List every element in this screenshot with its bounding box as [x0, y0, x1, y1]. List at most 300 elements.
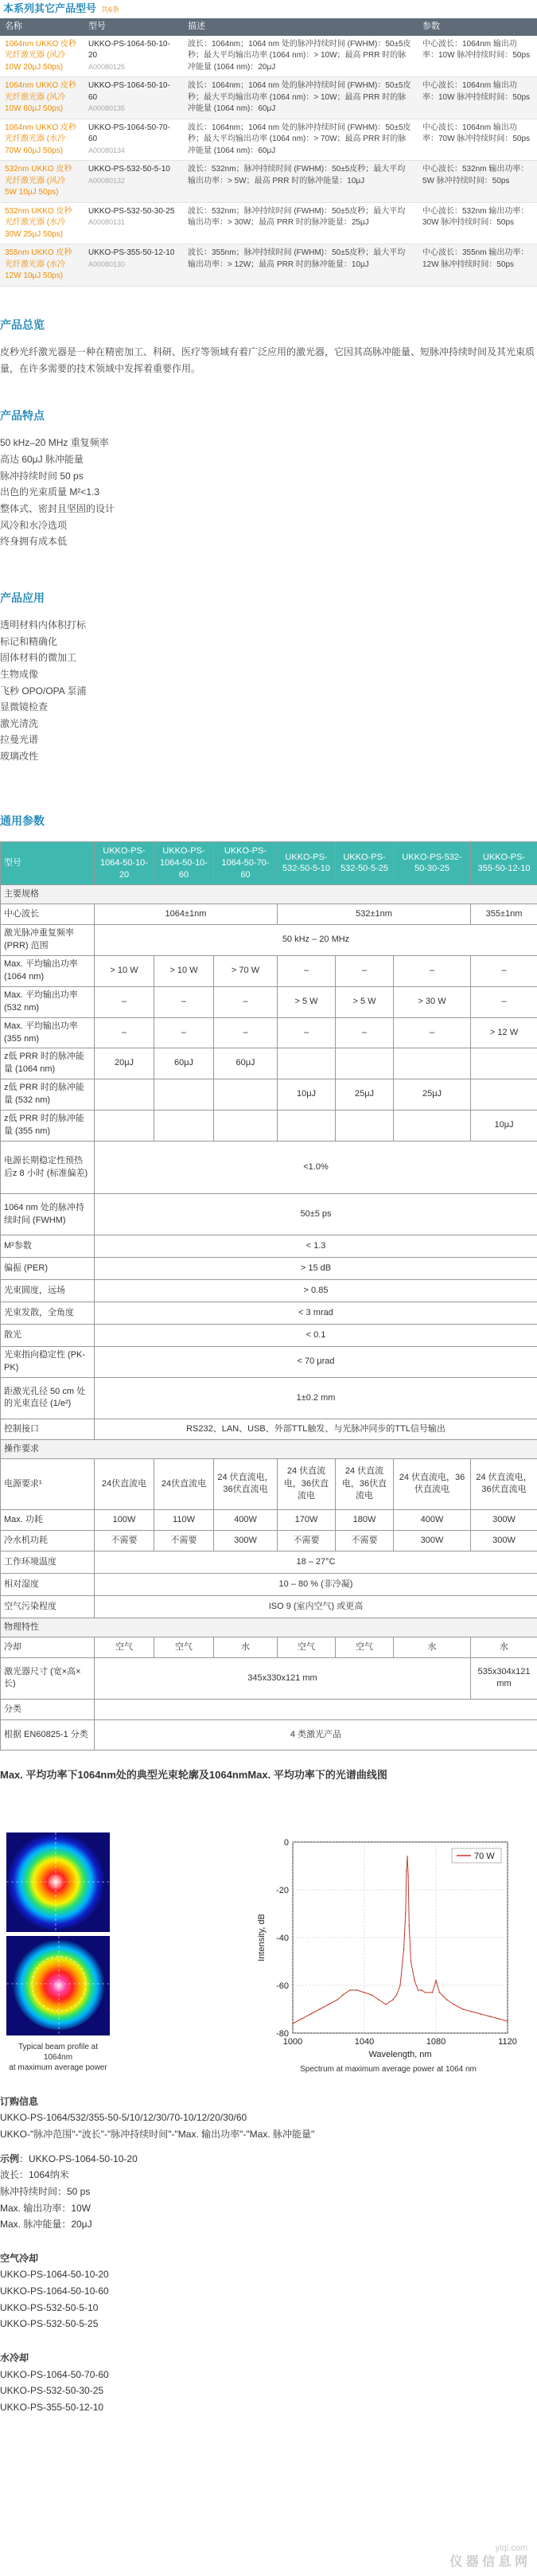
model-code-cell: [84, 202, 183, 244]
param-value: 60μJ: [214, 1048, 278, 1079]
param-value: 60μJ: [154, 1048, 214, 1079]
params-row: [1, 924, 537, 955]
model-description: 波长：1064nm；1064 nm 处的脉冲持续时间 (FWHM)：50±5皮秒；最大平均输出功率 (1064 nm)：> 10W；最高 PRR 时的脉冲能量 (1064 nm)：20μJ: [183, 36, 418, 77]
x-tick-label: 1000: [282, 2036, 303, 2047]
spectrum-point: [405, 1913, 407, 1914]
model-name-link[interactable]: 1064nm UKKO 皮秒光纤激光器 (水冷 70W 60μJ 50ps): [0, 119, 84, 161]
param-value: [394, 1048, 471, 1079]
param-label: 中心波长: [1, 904, 95, 924]
beam-profile: [6, 1832, 110, 2073]
param-value: 300W: [471, 1509, 537, 1530]
spectrum-point: [453, 2004, 455, 2005]
params-row: [1, 1110, 537, 1142]
params-row: [1, 1551, 537, 1573]
ordering-section: [0, 2071, 537, 2416]
params-row: [1, 1017, 537, 1048]
param-value: > 15 dB: [95, 1258, 537, 1280]
param-value: 24 伏直流电，36伏直流电: [278, 1458, 336, 1509]
params-row: [1, 884, 537, 904]
params-row: [1, 1048, 537, 1079]
example-details: [0, 2167, 537, 2233]
param-value: [95, 1079, 154, 1110]
spectrum-point: [337, 1999, 338, 2000]
param-value: 180W: [336, 1509, 394, 1530]
example-line: [0, 2151, 537, 2168]
param-value: [471, 1048, 537, 1079]
application-item: 拉曼光谱: [0, 734, 39, 746]
models-col-code: 型号: [84, 18, 183, 36]
example-code: ：UKKO-PS-1064-50-10-20: [19, 2153, 138, 2164]
example-title: 示例: [0, 2153, 20, 2164]
application-item: 固体材料的微加工: [0, 652, 77, 664]
model-params: 中心波长：1064nm 输出功率：70W 脉冲持续时间：50ps: [418, 119, 537, 161]
ordering-title: 订购信息: [0, 2095, 39, 2107]
applications-list: [0, 617, 537, 765]
param-value: –: [394, 955, 471, 986]
params-row: [1, 1194, 537, 1235]
param-label: 控制接口: [1, 1419, 95, 1439]
application-item: 透明材料内体积打标: [0, 619, 87, 631]
params-row: [1, 955, 537, 986]
param-label: 光束圆度，远场: [1, 1280, 95, 1302]
params-row: [1, 1439, 537, 1458]
param-value: 1±0.2 mm: [95, 1377, 537, 1419]
param-value: –: [471, 955, 537, 986]
model-row: [0, 161, 537, 203]
y-axis-label: Intensity, dB: [257, 1913, 267, 1961]
models-section-title: 本系列其它产品型号: [3, 2, 97, 14]
model-sub-id: A00080132: [88, 176, 126, 185]
params-row: [1, 1530, 537, 1551]
ordering-code-legend: UKKO-"脉冲范围"-"波长"-"脉冲持续时间"-"Max. 输出功率"-"Max. 脉冲能量": [0, 2129, 315, 2141]
model-row: [0, 202, 537, 244]
water-cooled-model: UKKO-PS-532-50-30-25: [0, 2385, 104, 2397]
param-label: 光束发散，全角度: [1, 1302, 95, 1325]
spectrum-point: [378, 1999, 379, 2000]
spectrum-point: [446, 1999, 448, 2000]
param-value: [154, 1110, 214, 1142]
spectrum-point: [371, 1994, 372, 1996]
spectrum-point: [435, 1980, 437, 1981]
param-value: 空气: [95, 1637, 154, 1657]
feature-item: 出色的光束质量 M²<1.3: [0, 486, 100, 498]
air-cooled-model: UKKO-PS-1064-50-10-20: [0, 2269, 109, 2281]
x-axis-label: Wavelength, nm: [368, 2049, 432, 2059]
param-value: [95, 1699, 537, 1719]
spectrum-point: [328, 2004, 329, 2005]
param-value: > 5 W: [278, 986, 336, 1017]
param-value: [214, 1079, 278, 1110]
feature-item: 脉冲持续时间 50 ps: [0, 470, 84, 482]
spectrum-point: [292, 2023, 294, 2024]
spectrum-point: [407, 1856, 408, 1857]
params-row: [1, 1302, 537, 1325]
model-code: UKKO-PS-532-50-5-10: [88, 165, 170, 174]
params-col-m2: UKKO-PS-1064-50-10-60: [154, 841, 214, 884]
y-tick-label: -60: [276, 1981, 289, 1991]
application-item: 生物成像: [0, 668, 39, 680]
water-cooling-title: 水冷却: [0, 2352, 29, 2363]
param-value: 4 类激光产品: [95, 1719, 537, 1750]
param-value: 300W: [471, 1530, 537, 1551]
applications-title: 产品应用: [0, 591, 45, 604]
model-sub-id: A00080130: [88, 260, 126, 268]
model-description: 波长：1064nm；1064 nm 处的脉冲持续时间 (FWHM)：50±5皮秒；最大平均输出功率 (1064 nm)：> 70W；最高 PRR 时的脉冲能量 (1064 nm)：60μJ: [183, 119, 418, 161]
param-value: –: [214, 1017, 278, 1048]
spectrum-point: [418, 1989, 419, 1991]
param-label: 距激光孔径 50 cm 处的光束直径 (1/e²): [1, 1377, 95, 1419]
params-row: [1, 1509, 537, 1530]
spectrum-point: [421, 1989, 422, 1991]
param-value: 300W: [214, 1530, 278, 1551]
model-code-cell: [84, 244, 183, 287]
params-col-m7: UKKO-PS-355-50-12-10: [471, 841, 537, 884]
params-row: [1, 1595, 537, 1618]
param-value: > 30 W: [394, 986, 471, 1017]
water-cooled-model: UKKO-PS-1064-50-70-60: [0, 2368, 109, 2380]
spectrum-point: [439, 1992, 441, 1993]
params-group-header: 物理特性: [1, 1618, 537, 1637]
params-col-m3: UKKO-PS-1064-50-70-60: [214, 841, 278, 884]
param-value: 水: [214, 1637, 278, 1657]
model-code-cell: [84, 77, 183, 119]
watermark-text: 仪 器 信 息 网: [449, 2555, 527, 2569]
param-value: > 10 W: [154, 955, 214, 986]
params-row: [1, 1347, 537, 1378]
param-value: [336, 1048, 394, 1079]
example-detail: 脉冲持续时间：50 ps: [0, 2185, 91, 2197]
param-label: Max. 平均输出功率 (532 nm): [1, 986, 95, 1017]
spectrum-point: [356, 1989, 358, 1991]
param-label: 激光脉冲重复频率 (PRR) 范围: [1, 924, 95, 955]
ordering-code-pattern: UKKO-PS-1064/532/355-50-5/10/12/30/70-10/12/20/30/60: [0, 2112, 247, 2124]
model-params: 中心波长：1064nm 输出功率：10W 脉冲持续时间：50ps: [418, 77, 537, 119]
application-item: 玻璃改性: [0, 751, 39, 763]
model-name-link[interactable]: 1064nm UKKO 皮秒光纤激光器 (风冷 10W 60μJ 50ps): [0, 77, 84, 119]
param-label: 工作环境温度: [1, 1551, 95, 1573]
spectrum-point: [310, 2013, 312, 2015]
param-value: 535x304x121 mm: [471, 1657, 537, 1699]
model-name-link[interactable]: 1064nm UKKO 皮秒光纤激光器 (风冷 10W 20μJ 50ps): [0, 36, 84, 77]
param-value: [278, 1048, 336, 1079]
params-col-m6: UKKO-PS-532-50-30-25: [394, 841, 471, 884]
params-group-header: 操作要求: [1, 1439, 537, 1458]
application-item: 激光清洗: [0, 717, 39, 729]
feature-item: 风冷和水冷选项: [0, 519, 68, 531]
param-value: 24 伏直流电，36伏直流电: [394, 1458, 471, 1509]
model-sub-id: A00080131: [88, 218, 126, 227]
models-col-param: 参数: [418, 18, 537, 36]
param-value: 不需要: [336, 1530, 394, 1551]
param-label: 激光器尺寸 (宽×高×长): [1, 1657, 95, 1699]
param-value: 355±1nm: [471, 904, 537, 924]
spectrum-point: [342, 1994, 344, 1996]
param-value: 10 – 80 % (非冷凝): [95, 1573, 537, 1595]
model-sub-id: A00080135: [88, 104, 126, 113]
spectrum-point: [425, 1992, 426, 1993]
model-name-link[interactable]: 532nm UKKO 皮秒光纤激光器 (风冷 5W 10μJ 50ps): [0, 161, 84, 203]
model-code: UKKO-PS-532-50-30-25: [88, 206, 175, 216]
param-value: 170W: [278, 1509, 336, 1530]
model-code-cell: [84, 119, 183, 161]
param-value: 10μJ: [471, 1110, 537, 1142]
figure-title: Max. 平均功率下1064nm处的典型光束轮廓及1064nmMax. 平均功率下的光谱曲线图: [0, 1768, 387, 1781]
param-value: < 1.3: [95, 1235, 537, 1258]
x-tick-label: 1040: [354, 2036, 375, 2047]
y-tick-label: -80: [276, 2028, 289, 2039]
param-value: 110W: [154, 1509, 214, 1530]
spectrum-point: [507, 2020, 508, 2022]
param-label: Max. 平均输出功率 (355 nm): [1, 1017, 95, 1048]
model-description: 波长：1064nm；1064 nm 处的脉冲持续时间 (FWHM)：50±5皮秒；最大平均输出功率 (1064 nm)：> 10W；最高 PRR 时的脉冲能量 (1064 nm)：60μJ: [183, 77, 418, 119]
param-label: 空气污染程度: [1, 1595, 95, 1618]
params-row: [1, 1235, 537, 1258]
param-label: 电源要求¹: [1, 1458, 95, 1509]
params-row: [1, 1419, 537, 1439]
param-value: [278, 1110, 336, 1142]
applications-section: [0, 550, 537, 765]
param-value: 不需要: [154, 1530, 214, 1551]
param-value: 18 – 27°C: [95, 1551, 537, 1573]
param-label: 根据 EN60825-1 分类: [1, 1719, 95, 1750]
model-params: 中心波长：355nm 输出功率：12W 脉冲持续时间：50ps: [418, 244, 537, 287]
spectrum-point: [385, 2004, 387, 2005]
param-label: 相对湿度: [1, 1573, 95, 1595]
param-label: 散光: [1, 1325, 95, 1347]
application-item: 显微镜检查: [0, 701, 49, 713]
params-row: [1, 1142, 537, 1194]
air-cooling-list: [0, 2266, 537, 2332]
spectrum-point: [411, 1961, 412, 1962]
param-value: 24 伏直流电，36伏直流电: [471, 1458, 537, 1509]
model-row: [0, 119, 537, 161]
model-description: 波长：532nm；脉冲持续时间 (FWHM)：50±5皮秒；最大平均输出功率：> 5W；最高 PRR 时的脉冲能量：10μJ: [183, 161, 418, 203]
air-cooled-model: UKKO-PS-1064-50-10-60: [0, 2285, 109, 2297]
spectrum-caption: Spectrum at maximum average power at 1064 nm: [300, 2064, 477, 2074]
param-label: z低 PRR 时的脉冲能量 (355 nm): [1, 1110, 95, 1142]
param-value: 50±5 ps: [95, 1194, 537, 1235]
spectrum-point: [319, 2008, 321, 2010]
spectrum-point: [403, 1949, 405, 1950]
param-value: < 70 μrad: [95, 1347, 537, 1378]
models-count-note: 共6条: [101, 6, 120, 14]
param-value: 24伏直流电: [95, 1458, 154, 1509]
model-code-cell: [84, 161, 183, 203]
models-col-name: 名称: [0, 18, 84, 36]
params-col-model: 型号: [1, 841, 95, 884]
spectrum-point: [408, 1925, 410, 1926]
air-cooled-model: UKKO-PS-532-50-5-25: [0, 2318, 99, 2330]
param-value: < 3 mrad: [95, 1302, 537, 1325]
spectrum-point: [480, 2013, 481, 2015]
params-row: [1, 1657, 537, 1699]
param-value: [154, 1079, 214, 1110]
params-section: [0, 765, 537, 1751]
model-code: UKKO-PS-1064-50-70-60: [88, 123, 170, 144]
spectrum-point: [432, 1992, 434, 1993]
feature-item: 高达 60μJ 脉冲能量: [0, 454, 84, 465]
y-tick-label: -40: [276, 1933, 289, 1943]
param-value: 24伏直流电: [154, 1458, 214, 1509]
param-label: Max. 平均输出功率 (1064 nm): [1, 955, 95, 986]
model-code: UKKO-PS-355-50-12-10: [88, 248, 175, 258]
overview-title: 产品总览: [0, 318, 45, 331]
overview-text: 皮秒光纤激光器是一种在精密加工、科研、医疗等领域有着广泛应用的激光器，它因其高脉冲能量、短脉冲持续时间及其光束质量，在许多需要的技术领域中发挥着重要作用。: [0, 346, 535, 375]
model-params: 中心波长：532nm 输出功率：5W 脉冲持续时间：50ps: [418, 161, 537, 203]
param-value: 空气: [336, 1637, 394, 1657]
param-value: [394, 1110, 471, 1142]
param-value: > 70 W: [214, 955, 278, 986]
param-value: –: [278, 955, 336, 986]
spectrum-point: [462, 2008, 464, 2010]
beam-profile-image: [6, 1832, 110, 2035]
param-value: [471, 1079, 537, 1110]
feature-item: 终身拥有成本低: [0, 536, 68, 548]
param-value: ISO 9 (室内空气) 或更高: [95, 1595, 537, 1618]
param-value: > 0.85: [95, 1280, 537, 1302]
param-value: –: [471, 986, 537, 1017]
param-label: 偏振 (PER): [1, 1258, 95, 1280]
model-name-link[interactable]: 532nm UKKO 皮秒光纤激光器 (水冷 30W 25μJ 50ps): [0, 202, 84, 244]
model-code: UKKO-PS-1064-50-10-60: [88, 81, 170, 102]
model-row: [0, 77, 537, 119]
param-value: 400W: [394, 1509, 471, 1530]
model-params: 中心波长：1064nm 输出功率：10W 脉冲持续时间：50ps: [418, 36, 537, 77]
param-value: 20μJ: [95, 1048, 154, 1079]
param-label: z低 PRR 时的脉冲能量 (1064 nm): [1, 1048, 95, 1079]
param-value: 空气: [278, 1637, 336, 1657]
legend-label: 70 W: [474, 1851, 495, 1861]
spectrum-point: [399, 1985, 401, 1986]
param-value: 24 伏直流电，36伏直流电: [336, 1458, 394, 1509]
spectrum-point: [414, 1980, 415, 1981]
param-value: [214, 1110, 278, 1142]
param-value: –: [214, 986, 278, 1017]
param-value: 不需要: [278, 1530, 336, 1551]
params-row: [1, 1377, 537, 1419]
spectrum-point: [407, 1875, 409, 1876]
y-tick-label: -20: [276, 1885, 289, 1895]
param-label: M²参数: [1, 1235, 95, 1258]
model-sub-id: A00080125: [88, 62, 126, 71]
spectrum-chart: [253, 1832, 523, 2075]
example-detail: Max. 脉冲能量：20μJ: [0, 2219, 92, 2231]
param-label: Max. 功耗: [1, 1509, 95, 1530]
param-value: 345x330x121 mm: [95, 1657, 471, 1699]
param-value: –: [95, 1017, 154, 1048]
params-group-header: 主要规格: [1, 884, 537, 904]
spectrum-point: [406, 1870, 407, 1872]
features-list: [0, 435, 537, 549]
feature-item: 50 kHz–20 MHz 重复频率: [0, 437, 109, 449]
param-value: 24 伏直流电，36伏直流电: [214, 1458, 278, 1509]
models-table: [0, 18, 537, 287]
param-value: 400W: [214, 1509, 278, 1530]
model-name-link[interactable]: 355nm UKKO 皮秒光纤激光器 (水冷 12W 10μJ 50ps): [0, 244, 84, 287]
model-params: 中心波长：532nm 输出功率：30W 脉冲持续时间：50ps: [418, 202, 537, 244]
model-code-cell: [84, 36, 183, 77]
x-tick-label: 1080: [426, 2036, 446, 2047]
param-value: 100W: [95, 1509, 154, 1530]
example-detail: 波长：1064纳米: [0, 2169, 69, 2181]
param-value: <1.0%: [95, 1142, 537, 1194]
model-sub-id: A00080134: [88, 146, 126, 154]
water-cooling-list: [0, 2367, 537, 2416]
models-section-header: [0, 0, 537, 18]
beam-caption-line2: at maximum average power: [9, 2063, 107, 2072]
feature-item: 整体式、密封且坚固的设计: [0, 502, 115, 514]
param-value: –: [154, 1017, 214, 1048]
param-value: –: [278, 1017, 336, 1048]
y-tick-label: 0: [283, 1837, 289, 1848]
overview-section: [0, 287, 537, 377]
params-row: [1, 1573, 537, 1595]
params-row: [1, 1618, 537, 1637]
spectrum-point: [301, 2018, 302, 2020]
param-value: RS232、LAN、USB、外部TTL触发、与光脉冲同步的TTL信号输出: [95, 1419, 537, 1439]
features-title: 产品特点: [0, 409, 45, 423]
model-row: [0, 36, 537, 77]
spectrum-point: [471, 2011, 473, 2012]
beam-caption-line1: Typical beam profile at 1064nm: [18, 2042, 99, 2062]
model-description: 波长：355nm；脉冲持续时间 (FWHM)：50±5皮秒；最大平均输出功率：> 12W；最高 PRR 时的脉冲能量：10μJ: [183, 244, 418, 287]
spectrum-point: [364, 1992, 365, 1993]
model-description: 波长：532nm；脉冲持续时间 (FWHM)：50±5皮秒；最大平均输出功率：> 30W；最高 PRR 时的脉冲能量：25μJ: [183, 202, 418, 244]
param-value: > 10 W: [95, 955, 154, 986]
param-value: 25μJ: [336, 1079, 394, 1110]
model-row: [0, 244, 537, 287]
param-label: 分类: [1, 1699, 95, 1719]
water-cooled-model: UKKO-PS-355-50-12-10: [0, 2401, 104, 2413]
param-value: > 12 W: [471, 1017, 537, 1048]
spectrum-chart-svg: [253, 1832, 523, 2059]
spectrum-point: [396, 1994, 398, 1996]
param-label: 冷却: [1, 1637, 95, 1657]
param-value: 10μJ: [278, 1079, 336, 1110]
spectrum-point: [349, 1989, 351, 1991]
param-value: –: [336, 955, 394, 986]
params-title: 通用参数: [0, 814, 45, 827]
features-section: [0, 377, 537, 550]
params-col-m5: UKKO-PS-532-50-5-25: [336, 841, 394, 884]
param-value: 不需要: [95, 1530, 154, 1551]
param-value: 水: [394, 1637, 471, 1657]
param-label: 光束指向稳定性 (PK-PK): [1, 1347, 95, 1378]
x-tick-label: 1120: [498, 2036, 517, 2047]
param-value: 50 kHz – 20 MHz: [95, 924, 537, 955]
params-table: [0, 841, 537, 1751]
param-value: [95, 1110, 154, 1142]
params-row: [1, 1258, 537, 1280]
spectrum-point: [392, 1999, 394, 2000]
spectrum-point: [489, 2016, 491, 2017]
model-code: UKKO-PS-1064-50-10-20: [88, 39, 170, 60]
param-value: 水: [471, 1637, 537, 1657]
param-value: –: [394, 1017, 471, 1048]
params-row: [1, 1699, 537, 1719]
application-item: 标记和精确化: [0, 635, 58, 647]
params-col-m1: UKKO-PS-1064-50-10-20: [95, 841, 154, 884]
params-row: [1, 1079, 537, 1110]
params-row: [1, 1637, 537, 1657]
param-value: > 5 W: [336, 986, 394, 1017]
param-value: –: [95, 986, 154, 1017]
params-row: [1, 986, 537, 1017]
param-label: z低 PRR 时的脉冲能量 (532 nm): [1, 1079, 95, 1110]
air-cooled-model: UKKO-PS-532-50-5-10: [0, 2301, 99, 2313]
param-value: 1064±1nm: [95, 904, 278, 924]
param-value: 空气: [154, 1637, 214, 1657]
